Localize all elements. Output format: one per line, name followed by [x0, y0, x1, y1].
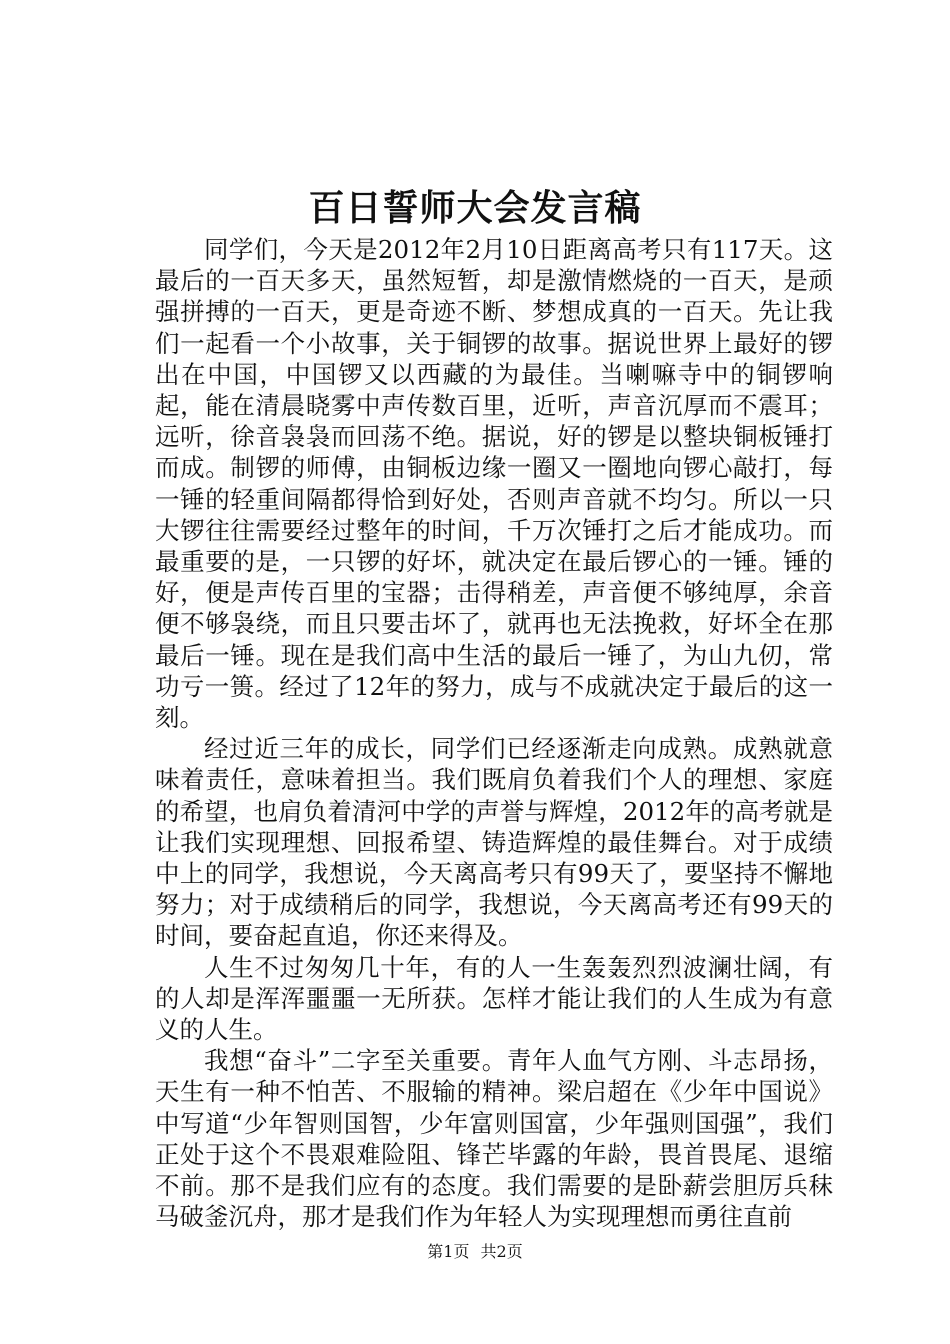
page-total: 共2页 [480, 1242, 523, 1261]
page-footer [0, 1240, 950, 1264]
paragraph: 人生不过匆匆几十年，有的人一生轰轰烈烈波澜壮阔，有的人却是浑浑噩噩一无所获。怎样才能让我们的人生成为有意义的人生。 [155, 952, 833, 1045]
paragraph: 同学们，今天是2012年2月10日距离高考只有117天。这最后的一百天多天，虽然短暂，却是激情燃烧的一百天，是顽强拼搏的一百天，更是奇迹不断、梦想成真的一百天。先让我们一起看一个小故事，关于铜锣的故事。据说世界上最好的锣出在中国，中国锣又以西藏的为最佳。当喇嘛寺中的铜锣响起，能在清晨晓雾中声传数百里，近听，声音沉厚而不震耳；远听，徐音袅袅而回荡不绝。据说，好的锣是以整块铜板锤打而成。制锣的师傅，由铜板边缘一圈又一圈地向锣心敲打，每一锤的轻重间隔都得恰到好处，否则声音就不均匀。所以一只大锣往往需要经过整年的时间，千万次锤打之后才能成功。而最重要的是，一只锣的好坏，就决定在最后锣心的一锤。锤的好，便是声传百里的宝器；击得稍差，声音便不够纯厚，余音便不够袅绕，而且只要击坏了，就再也无法挽救，好坏全在那最后一锤。现在是我们高中生活的最后一锤了，为山九仞，常功亏一篑。经过了12年的努力，成与不成就决定于最后的这一刻。 [155, 235, 833, 733]
paragraph: 我想“奋斗”二字至关重要。青年人血气方刚、斗志昂扬，天生有一种不怕苦、不服输的精神。梁启超在《少年中国说》中写道“少年智则国智，少年富则国富，少年强则国强”，我们正处于这个不畏艰难险阻、锋芒毕露的年龄，畏首畏尾、退缩不前。那不是我们应有的态度。我们需要的是卧薪尝胆厉兵秣马破釜沉舟，那才是我们作为年轻人为实现理想而勇往直前 [155, 1046, 833, 1232]
document-body [155, 234, 833, 1233]
page-number: 第1页 [427, 1242, 470, 1261]
paragraph: 经过近三年的成长，同学们已经逐渐走向成熟。成熟就意味着责任，意味着担当。我们既肩负着我们个人的理想、家庭的希望，也肩负着清河中学的声誉与辉煌，2012年的高考就是让我们实现理想、回报希望、铸造辉煌的最佳舞台。对于成绩中上的同学，我想说，今天离高考只有99天了，要坚持不懈地努力；对于成绩稍后的同学，我想说，今天离高考还有99天的时间，要奋起直追，你还来得及。 [155, 734, 833, 951]
document-title: 百日誓师大会发言稿 [308, 187, 642, 229]
